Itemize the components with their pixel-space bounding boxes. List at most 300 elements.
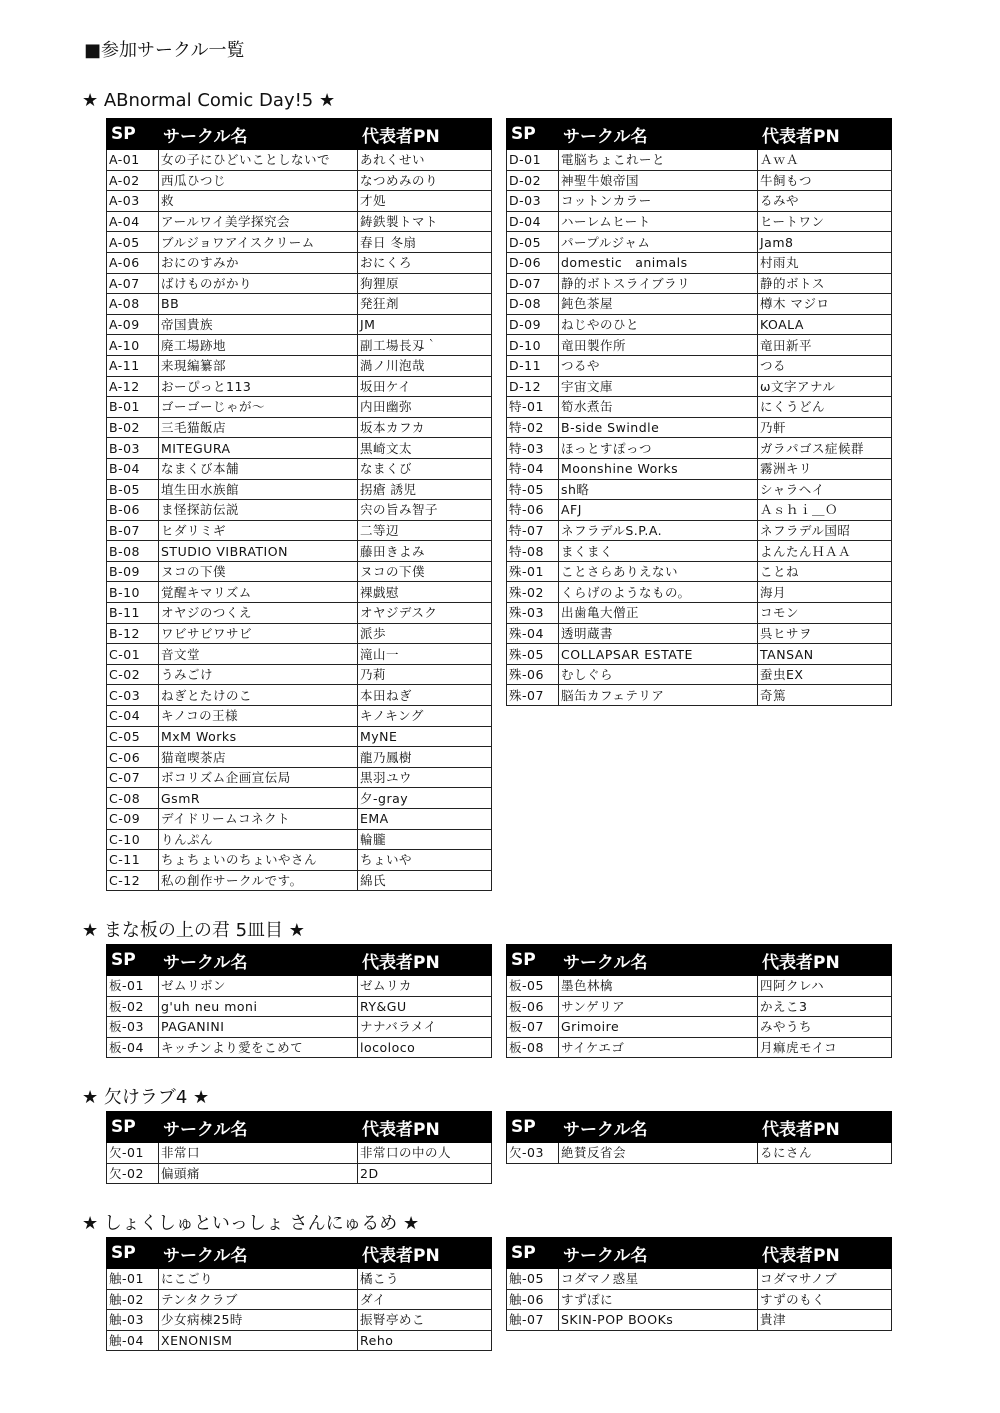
representative-name: 春日 冬扇 — [358, 232, 492, 253]
space-number: D-07 — [507, 273, 559, 294]
space-number: 欠-02 — [107, 1163, 159, 1184]
table-row — [107, 1163, 492, 1184]
header-sp: SP — [107, 119, 159, 150]
representative-name: Jam8 — [758, 232, 892, 253]
circle-name: うみごけ — [159, 664, 358, 685]
table-row — [507, 273, 892, 294]
representative-name: 綿氏 — [358, 870, 492, 891]
circle-name: ボコリズム企画宣伝局 — [159, 767, 358, 788]
table-row — [507, 996, 892, 1017]
circle-name: ことさらありえない — [559, 561, 758, 582]
circle-name: COLLAPSAR ESTATE — [559, 644, 758, 665]
circle-name: STUDIO VIBRATION — [159, 541, 358, 562]
representative-name: 呉ヒサヲ — [758, 623, 892, 644]
table-row — [507, 397, 892, 418]
space-number: 板-08 — [507, 1037, 559, 1058]
space-number: 欠-03 — [507, 1143, 559, 1164]
space-number: 触-01 — [107, 1269, 159, 1290]
representative-name: かえこ3 — [758, 996, 892, 1017]
circle-name: サンゲリア — [559, 996, 758, 1017]
representative-name: 滝山一 — [358, 644, 492, 665]
table-row — [107, 438, 492, 459]
space-number: 板-06 — [507, 996, 559, 1017]
circle-name: コットンカラー — [559, 191, 758, 212]
space-number: 殊-01 — [507, 561, 559, 582]
representative-name: 坂本カフカ — [358, 417, 492, 438]
circle-name: 猫竜喫茶店 — [159, 747, 358, 768]
representative-name: 発狂剤 — [358, 294, 492, 315]
representative-name: EMA — [358, 809, 492, 830]
representative-name: シャラヘイ — [758, 479, 892, 500]
space-number: 触-04 — [107, 1330, 159, 1351]
circle-name: パープルジャム — [559, 232, 758, 253]
space-number: B-06 — [107, 500, 159, 521]
table-row — [107, 1143, 492, 1164]
space-number: B-01 — [107, 397, 159, 418]
section-title: ★ しょくしゅといっしょ さんにゅるめ ★ — [82, 1213, 420, 1234]
table-row — [107, 726, 492, 747]
representative-name: 夕-gray — [358, 788, 492, 809]
header-sp: SP — [107, 1238, 159, 1269]
space-number: 触-02 — [107, 1289, 159, 1310]
circle-name: 埴生田水族館 — [159, 479, 358, 500]
table-row — [107, 1037, 492, 1058]
representative-name: TANSAN — [758, 644, 892, 665]
header-representative: 代表者PN — [358, 1112, 492, 1143]
representative-name: みやうち — [758, 1017, 892, 1038]
circle-name: B-side Swindle — [559, 417, 758, 438]
space-number: B-07 — [107, 520, 159, 541]
circle-name: MxM Works — [159, 726, 358, 747]
circle-table-left — [106, 118, 492, 891]
space-number: A-03 — [107, 191, 159, 212]
table-row — [107, 1330, 492, 1351]
header-representative: 代表者PN — [358, 119, 492, 150]
table-row — [107, 376, 492, 397]
space-number: 触-03 — [107, 1310, 159, 1331]
space-number: 殊-02 — [507, 582, 559, 603]
representative-name: ガラパゴス症候群 — [758, 438, 892, 459]
table-row — [107, 294, 492, 315]
representative-name: よんたんＨＡＡ — [758, 541, 892, 562]
table-row — [107, 211, 492, 232]
table-row — [507, 561, 892, 582]
space-number: B-02 — [107, 417, 159, 438]
representative-name: ちょいや — [358, 850, 492, 871]
space-number: A-10 — [107, 335, 159, 356]
representative-name: JM — [358, 314, 492, 335]
table-row — [507, 252, 892, 273]
table-row — [107, 1269, 492, 1290]
table-row — [107, 191, 492, 212]
space-number: C-04 — [107, 706, 159, 727]
table-row — [507, 623, 892, 644]
representative-name: 藤田きよみ — [358, 541, 492, 562]
header-sp: SP — [507, 1238, 559, 1269]
circle-name: デイドリームコネクト — [159, 809, 358, 830]
table-row — [107, 685, 492, 706]
circle-name: 救 — [159, 191, 358, 212]
table-row — [107, 747, 492, 768]
header-sp: SP — [107, 945, 159, 976]
representative-name: 静的ボトス — [758, 273, 892, 294]
circle-name: 墨色林檎 — [559, 976, 758, 997]
circle-name: Moonshine Works — [559, 458, 758, 479]
space-number: 特-07 — [507, 520, 559, 541]
table-row — [507, 976, 892, 997]
representative-name: KOALA — [758, 314, 892, 335]
section-title: ★ 欠けラブ4 ★ — [82, 1087, 210, 1108]
header-representative: 代表者PN — [758, 1238, 892, 1269]
circle-name: 覚醒キマリズム — [159, 582, 358, 603]
table-row — [107, 397, 492, 418]
representative-name: 二等辺 — [358, 520, 492, 541]
circle-name: SKIN-POP BOOKs — [559, 1310, 758, 1331]
table-header-row — [507, 119, 892, 150]
circle-name: 筍水煮缶 — [559, 397, 758, 418]
circle-table-left — [106, 1111, 492, 1184]
space-number: A-05 — [107, 232, 159, 253]
representative-name: ゼムリカ — [358, 976, 492, 997]
representative-name: オヤジデスク — [358, 603, 492, 624]
space-number: A-07 — [107, 273, 159, 294]
table-row — [507, 170, 892, 191]
table-row — [107, 458, 492, 479]
space-number: 殊-07 — [507, 685, 559, 706]
space-number: B-12 — [107, 623, 159, 644]
table-row — [107, 500, 492, 521]
representative-name: 才処 — [358, 191, 492, 212]
circle-name: コダマノ惑星 — [559, 1269, 758, 1290]
table-row — [107, 232, 492, 253]
space-number: C-08 — [107, 788, 159, 809]
circle-name: むしぐら — [559, 664, 758, 685]
circle-name: くらげのようなもの。 — [559, 582, 758, 603]
section-title: ★ まな板の上の君 5皿目 ★ — [82, 920, 305, 941]
table-row — [507, 417, 892, 438]
header-circle-name: サークル名 — [559, 1238, 758, 1269]
space-number: 殊-03 — [507, 603, 559, 624]
circle-name: ねぎとたけのこ — [159, 685, 358, 706]
circle-name: ブルジョワアイスクリーム — [159, 232, 358, 253]
table-row — [107, 582, 492, 603]
table-row — [107, 252, 492, 273]
circle-name: おーぴっと113 — [159, 376, 358, 397]
space-number: B-05 — [107, 479, 159, 500]
header-circle-name: サークル名 — [159, 119, 358, 150]
space-number: A-09 — [107, 314, 159, 335]
table-row — [507, 314, 892, 335]
representative-name: 狗狸原 — [358, 273, 492, 294]
representative-name: 裸戯慰 — [358, 582, 492, 603]
representative-name: つる — [758, 355, 892, 376]
table-row — [507, 500, 892, 521]
header-representative: 代表者PN — [358, 945, 492, 976]
circle-name: 絶賛反省会 — [559, 1143, 758, 1164]
circle-table-left — [106, 944, 492, 1058]
representative-name: ネフラデル国昭 — [758, 520, 892, 541]
space-number: C-10 — [107, 829, 159, 850]
representative-name: ヌコの下僕 — [358, 561, 492, 582]
header-representative: 代表者PN — [358, 1238, 492, 1269]
circle-name: ちょちょいのちょいやさん — [159, 850, 358, 871]
representative-name: 宍の旨み智子 — [358, 500, 492, 521]
representative-name: RY&GU — [358, 996, 492, 1017]
space-number: C-07 — [107, 767, 159, 788]
circle-name: AFJ — [559, 500, 758, 521]
space-number: 特-08 — [507, 541, 559, 562]
header-representative: 代表者PN — [758, 119, 892, 150]
table-row — [107, 976, 492, 997]
representative-name: なまくび — [358, 458, 492, 479]
table-row — [107, 809, 492, 830]
circle-name: 電脳ちょこれーと — [559, 150, 758, 171]
representative-name: 黒羽ユウ — [358, 767, 492, 788]
representative-name: ω文字アナル — [758, 376, 892, 397]
space-number: A-01 — [107, 150, 159, 171]
space-number: A-12 — [107, 376, 159, 397]
table-row — [507, 335, 892, 356]
circle-name: なまくび本舗 — [159, 458, 358, 479]
representative-name: 乃莉 — [358, 664, 492, 685]
space-number: D-11 — [507, 355, 559, 376]
table-row — [507, 1037, 892, 1058]
representative-name: 坂田ケイ — [358, 376, 492, 397]
circle-table-right — [506, 1111, 892, 1164]
table-row — [107, 870, 492, 891]
representative-name: 派歩 — [358, 623, 492, 644]
table-row — [107, 561, 492, 582]
space-number: 板-05 — [507, 976, 559, 997]
space-number: 殊-04 — [507, 623, 559, 644]
space-number: C-03 — [107, 685, 159, 706]
circle-name: オヤジのつくえ — [159, 603, 358, 624]
space-number: D-06 — [507, 252, 559, 273]
circle-name: ハーレムヒート — [559, 211, 758, 232]
space-number: 板-07 — [507, 1017, 559, 1038]
circle-name: ゴーゴーじゃが～ — [159, 397, 358, 418]
representative-name: コダマサノブ — [758, 1269, 892, 1290]
circle-name: ま怪探訪伝説 — [159, 500, 358, 521]
representative-name: あれくせい — [358, 150, 492, 171]
circle-name: ねじやのひと — [559, 314, 758, 335]
table-row — [507, 1017, 892, 1038]
circle-name: すずぽに — [559, 1289, 758, 1310]
circle-name: 私の創作サークルです。 — [159, 870, 358, 891]
circle-name: キノコの王様 — [159, 706, 358, 727]
representative-name: 霧洲キリ — [758, 458, 892, 479]
table-row — [107, 664, 492, 685]
representative-name: 四阿クレハ — [758, 976, 892, 997]
space-number: 欠-01 — [107, 1143, 159, 1164]
space-number: B-08 — [107, 541, 159, 562]
table-header-row — [507, 945, 892, 976]
circle-name: 廃工場跡地 — [159, 335, 358, 356]
representative-name: 渦ノ川泡哉 — [358, 355, 492, 376]
table-row — [507, 1310, 892, 1331]
space-number: C-09 — [107, 809, 159, 830]
table-row — [507, 664, 892, 685]
circle-name: 宇宙文庫 — [559, 376, 758, 397]
circle-name: にこごり — [159, 1269, 358, 1290]
table-row — [107, 170, 492, 191]
table-row — [507, 458, 892, 479]
representative-name: locoloco — [358, 1037, 492, 1058]
space-number: D-02 — [507, 170, 559, 191]
section-title: ★ ABnormal Comic Day!5 ★ — [82, 90, 336, 111]
table-row — [507, 603, 892, 624]
table-row — [107, 788, 492, 809]
table-row — [507, 294, 892, 315]
table-row — [107, 623, 492, 644]
header-representative: 代表者PN — [758, 945, 892, 976]
space-number: D-12 — [507, 376, 559, 397]
space-number: D-04 — [507, 211, 559, 232]
circle-name: ワビサビワサビ — [159, 623, 358, 644]
table-row — [107, 996, 492, 1017]
header-circle-name: サークル名 — [159, 945, 358, 976]
table-header-row — [107, 119, 492, 150]
representative-name: ダイ — [358, 1289, 492, 1310]
representative-name: 奇篤 — [758, 685, 892, 706]
representative-name: 龍乃鳳樹 — [358, 747, 492, 768]
representative-name: るにさん — [758, 1143, 892, 1164]
table-row — [107, 417, 492, 438]
space-number: C-01 — [107, 644, 159, 665]
representative-name: 黒崎文太 — [358, 438, 492, 459]
representative-name: ＡｗＡ — [758, 150, 892, 171]
representative-name: 乃軒 — [758, 417, 892, 438]
table-header-row — [507, 1238, 892, 1269]
circle-name: つるや — [559, 355, 758, 376]
table-row — [107, 603, 492, 624]
representative-name: 月痲虎モイコ — [758, 1037, 892, 1058]
representative-name: 牛飼もつ — [758, 170, 892, 191]
table-row — [107, 273, 492, 294]
space-number: D-09 — [507, 314, 559, 335]
space-number: 特-04 — [507, 458, 559, 479]
representative-name: 蚕虫EX — [758, 664, 892, 685]
circle-name: アールワイ美学探究会 — [159, 211, 358, 232]
space-number: B-04 — [107, 458, 159, 479]
space-number: D-08 — [507, 294, 559, 315]
header-circle-name: サークル名 — [559, 1112, 758, 1143]
table-row — [507, 541, 892, 562]
space-number: 板-01 — [107, 976, 159, 997]
table-row — [507, 644, 892, 665]
circle-name: ばけものがかり — [159, 273, 358, 294]
space-number: 触-05 — [507, 1269, 559, 1290]
table-row — [507, 520, 892, 541]
space-number: A-06 — [107, 252, 159, 273]
space-number: A-02 — [107, 170, 159, 191]
circle-name: 西瓜ひつじ — [159, 170, 358, 191]
header-representative: 代表者PN — [758, 1112, 892, 1143]
space-number: B-10 — [107, 582, 159, 603]
circle-name: domestic animals — [559, 252, 758, 273]
table-row — [107, 314, 492, 335]
circle-name: ほっとすぽっつ — [559, 438, 758, 459]
table-row — [507, 150, 892, 171]
space-number: A-04 — [107, 211, 159, 232]
table-row — [507, 376, 892, 397]
space-number: 板-02 — [107, 996, 159, 1017]
circle-name: sh略 — [559, 479, 758, 500]
space-number: B-09 — [107, 561, 159, 582]
table-row — [107, 355, 492, 376]
representative-name: 鋳鉄製トマト — [358, 211, 492, 232]
header-circle-name: サークル名 — [559, 945, 758, 976]
table-row — [507, 191, 892, 212]
header-sp: SP — [507, 119, 559, 150]
representative-name: 村雨丸 — [758, 252, 892, 273]
circle-name: ヌコの下僕 — [159, 561, 358, 582]
representative-name: 樽木 マジロ — [758, 294, 892, 315]
space-number: 板-03 — [107, 1017, 159, 1038]
table-header-row — [107, 945, 492, 976]
space-number: D-10 — [507, 335, 559, 356]
representative-name: 本田ねぎ — [358, 685, 492, 706]
page-title: ■参加サークル一覧 — [84, 40, 245, 61]
representative-name: 貴津 — [758, 1310, 892, 1331]
header-circle-name: サークル名 — [559, 119, 758, 150]
space-number: B-11 — [107, 603, 159, 624]
space-number: C-11 — [107, 850, 159, 871]
circle-name: ゼムリボン — [159, 976, 358, 997]
space-number: A-08 — [107, 294, 159, 315]
circle-name: まくまく — [559, 541, 758, 562]
table-row — [507, 582, 892, 603]
space-number: 触-07 — [507, 1310, 559, 1331]
circle-name: 鈍色茶屋 — [559, 294, 758, 315]
table-row — [507, 1143, 892, 1164]
representative-name: 内田幽弥 — [358, 397, 492, 418]
circle-name: キッチンより愛をこめて — [159, 1037, 358, 1058]
circle-name: 帝国貴族 — [159, 314, 358, 335]
representative-name: Ａｓｈｉ＿Ｏ — [758, 500, 892, 521]
circle-name: 少女病棟25時 — [159, 1310, 358, 1331]
header-sp: SP — [507, 945, 559, 976]
table-row — [107, 829, 492, 850]
circle-table-left — [106, 1237, 492, 1351]
circle-name: 来現編纂部 — [159, 355, 358, 376]
circle-name: MITEGURA — [159, 438, 358, 459]
table-row — [107, 767, 492, 788]
circle-name: 静的ボトスライブラリ — [559, 273, 758, 294]
table-row — [107, 1289, 492, 1310]
circle-table-right — [506, 944, 892, 1058]
circle-name: おにのすみか — [159, 252, 358, 273]
table-header-row — [107, 1238, 492, 1269]
space-number: C-06 — [107, 747, 159, 768]
space-number: 板-04 — [107, 1037, 159, 1058]
representative-name: ヒートワン — [758, 211, 892, 232]
space-number: 特-05 — [507, 479, 559, 500]
representative-name: MyNE — [358, 726, 492, 747]
table-row — [507, 355, 892, 376]
table-row — [107, 541, 492, 562]
circle-name: GsmR — [159, 788, 358, 809]
table-row — [507, 211, 892, 232]
representative-name: ナナバラメイ — [358, 1017, 492, 1038]
header-circle-name: サークル名 — [159, 1238, 358, 1269]
table-row — [107, 706, 492, 727]
representative-name: 2D — [358, 1163, 492, 1184]
circle-name: 非常口 — [159, 1143, 358, 1164]
table-row — [107, 520, 492, 541]
space-number: 殊-06 — [507, 664, 559, 685]
space-number: D-03 — [507, 191, 559, 212]
